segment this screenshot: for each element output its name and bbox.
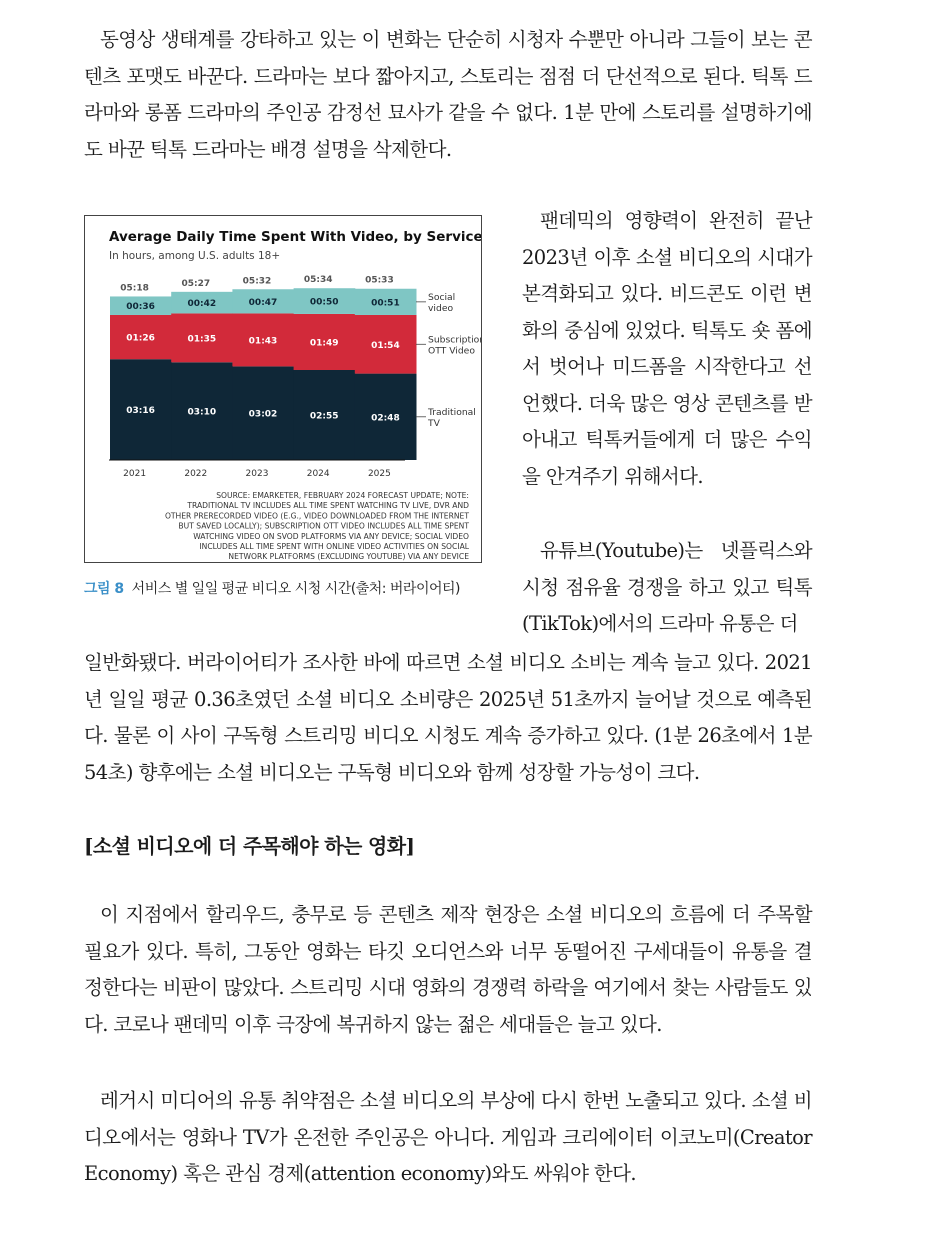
figure-caption-text: 서비스 별 일일 평균 비디오 시청 시간(출처: 버라이어티) [131, 581, 460, 597]
x-tick-label: 2021 [123, 469, 147, 479]
bar-value-label: 03:10 [187, 407, 217, 418]
bar-total-label: 05:34 [303, 275, 333, 286]
bar-total-label: 05:33 [365, 275, 394, 286]
bar-value-label: 03:16 [126, 406, 155, 417]
figure-caption [84, 578, 460, 598]
chart-subtitle: In hours, among U.S. adults 18+ [109, 250, 281, 262]
bar-value-label: 02:48 [371, 413, 400, 424]
chart-source-note: BUT SAVED LOCALLY); SUBSCRIPTION OTT VIDEO INCLUDES ALL TIME SPENT [178, 521, 469, 531]
chart-figure [84, 215, 482, 563]
bar-value-label: 00:36 [126, 302, 155, 313]
bar-value-label: 03:02 [248, 409, 278, 420]
chart-source-note: NETWORK PLATFORMS (EXCLUDING YOUTUBE) VIA ANY DEVICE [228, 552, 469, 562]
chart-source-note: SOURCE: EMARKETER, FEBRUARY 2024 FORECAST UPDATE; NOTE: [216, 491, 469, 500]
legend-label: Subscription OTT Video [428, 334, 481, 357]
chart-source-note: WATCHING VIDEO ON SVOD PLATFORMS VIA ANY DEVICE; SOCIAL VIDEO [193, 531, 469, 541]
bar-value-label: 01:43 [248, 336, 278, 347]
bar-value-label: 00:50 [309, 297, 339, 308]
chart-source-note: TRADITIONAL TV INCLUDES ALL TIME SPENT WATCHING TV LIVE, DVR AND [187, 501, 469, 511]
stacked-bar-chart [85, 216, 481, 562]
body-paragraph-5: 레거시 미디어의 유통 취약점은 소셜 비디오의 부상에 다시 한번 노출되고 있다. 소셜 비디오에서는 영화나 TV가 온전한 주인공은 아니다. 게임과 크리에이터 이코노미(Creator Economy) 혹은 관심 경제(attention economy)와도 싸워야 한다. [84, 1089, 812, 1185]
bar-total-label: 05:18 [120, 283, 149, 294]
x-tick-label: 2025 [367, 469, 391, 479]
bar-value-label: 00:47 [248, 297, 278, 308]
figure-number: 그림 8 [84, 581, 124, 597]
chart-source-note: INCLUDES ALL TIME SPENT WITH ONLINE VIDEO ACTIVITIES ON SOCIAL [199, 542, 469, 551]
body-paragraph-3-start: 유튜브(Youtube)는 넷플릭스와 시청 점유율 경쟁을 하고 있고 틱톡(TikTok)에서의 드라마 유통은 더 [522, 539, 812, 635]
bar-total-label: 05:27 [181, 278, 211, 289]
x-tick-label: 2023 [245, 469, 269, 479]
bar-value-label: 01:35 [187, 334, 217, 345]
chart-title: Average Daily Time Spent With Video, by Service [109, 229, 481, 245]
legend-label: Traditional TV [428, 406, 476, 429]
body-paragraph-2: 팬데믹의 영향력이 완전히 끝난 2023년 이후 소셜 비디오의 시대가 본격화되고 있다. 비드콘도 이런 변화의 중심에 있었다. 틱톡도 숏 폼에서 벗어나 미드폼을 시작한다고 선언했다. 더욱 많은 영상 콘텐츠를 받아내고 틱톡커들에게 더 많은 수익을 안겨주기 위해서다. [522, 209, 812, 488]
legend-label: Social video [428, 291, 456, 314]
bar-value-label: 02:55 [309, 411, 339, 422]
bar-value-label: 00:42 [187, 299, 217, 310]
bar-value-label: 00:51 [371, 298, 400, 309]
bar-total-label: 05:32 [242, 276, 272, 287]
bar-value-label: 01:49 [309, 338, 339, 349]
bar-value-label: 01:26 [126, 333, 155, 344]
bar-value-label: 01:54 [371, 340, 400, 351]
body-paragraph-1: 동영상 생태계를 강타하고 있는 이 변화는 단순히 시청자 수뿐만 아니라 그들이 보는 콘텐츠 포맷도 바꾼다. 드라마는 보다 짧아지고, 스토리는 점점 더 단선적으로 된다. 틱톡 드라마와 롱폼 드라마의 주인공 감정선 묘사가 같을 수 없다. 1분 만에 스토리를 설명하기에도 바꾼 틱톡 드라마는 배경 설명을 삭제한다. [84, 28, 812, 161]
x-tick-label: 2022 [184, 469, 208, 479]
x-tick-label: 2024 [306, 469, 330, 479]
chart-source-note: OTHER PRERECORDED VIDEO (E.G., VIDEO DOWNLOADED FROM THE INTERNET [164, 511, 469, 521]
body-paragraph-4: 이 지점에서 할리우드, 충무로 등 콘텐츠 제작 현장은 소셜 비디오의 흐름에 더 주목할 필요가 있다. 특히, 그동안 영화는 타깃 오디언스와 너무 동떨어진 구세대들이 유통을 결정한다는 비판이 많았다. 스트리밍 시대 영화의 경쟁력 하락을 여기에서 찾는 사람들도 있다. 코로나 팬데믹 이후 극장에 복귀하지 않는 젊은 세대들은 늘고 있다. [84, 903, 812, 1036]
body-paragraph-3-continued: 일반화됐다. 버라이어티가 조사한 바에 따르면 소셜 비디오 소비는 계속 늘고 있다. 2021년 일일 평균 0.36초였던 소셜 비디오 소비량은 2025년 51초까지 늘어날 것으로 예측된다. 물론 이 사이 구독형 스트리밍 비디오 시청도 계속 증가하고 있다. (1분 26초에서 1분 54초) 향후에는 소셜 비디오는 구독형 비디오와 함께 성장할 가능성이 크다. [84, 651, 812, 784]
section-heading: [소셜 비디오에 더 주목해야 하는 영화] [84, 834, 415, 858]
